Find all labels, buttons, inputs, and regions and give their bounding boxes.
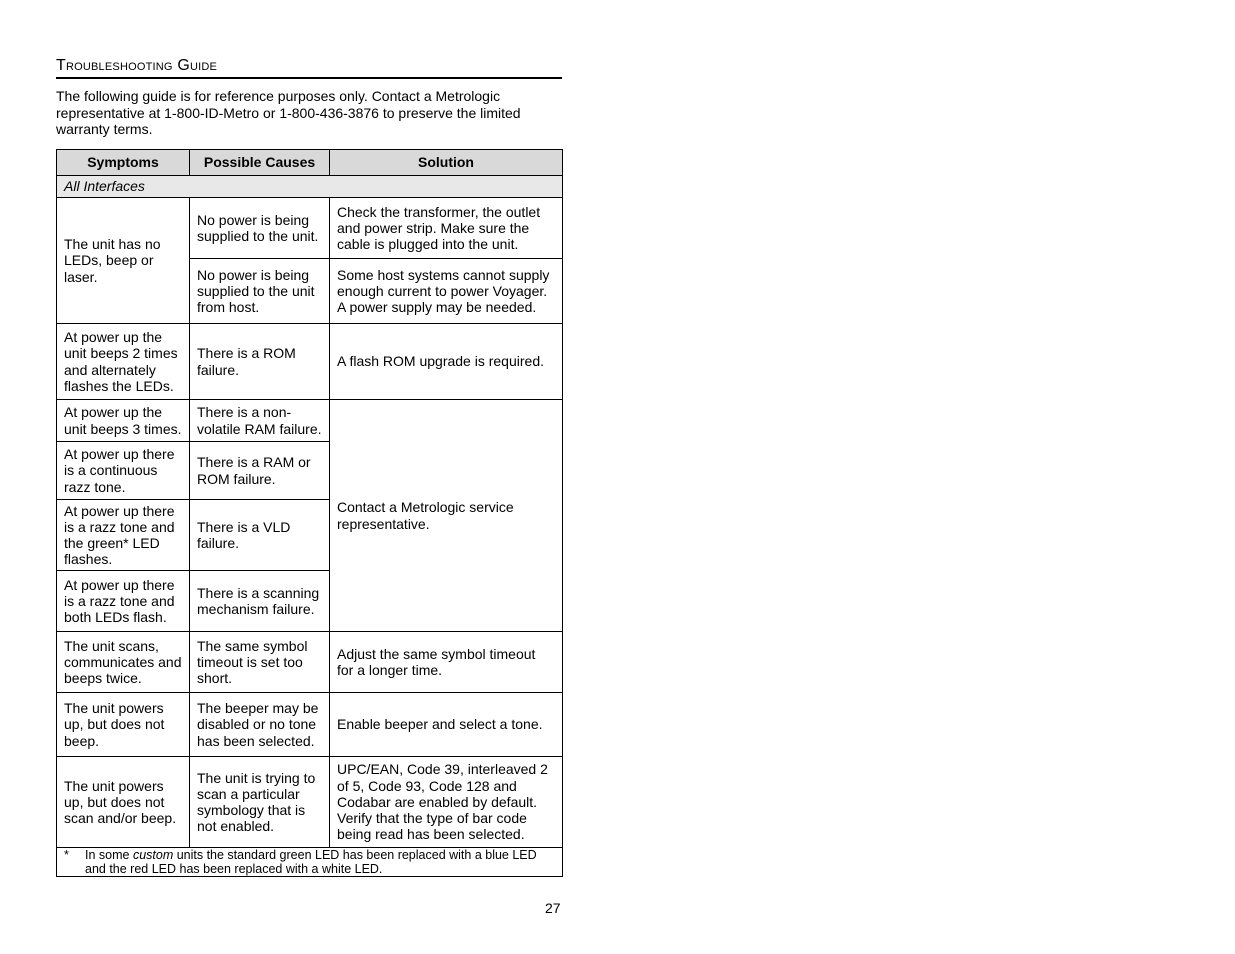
solution-cell: Enable beeper and select a tone.	[330, 693, 563, 757]
table-row	[57, 693, 563, 757]
symptom-cell: The unit scans, communicates and beeps twice.	[57, 632, 190, 693]
solution-cell: Some host systems cannot supply enough current to power Voyager. A power supply may be needed.	[330, 259, 563, 324]
intro-paragraph: The following guide is for reference purposes only. Contact a Metrologic representative at 1-800-ID-Metro or 1-800-436-3876 to preserve the limited warranty terms.	[56, 88, 521, 137]
footnote-text-before: In some	[85, 848, 133, 862]
table-row	[57, 757, 563, 848]
symptom-cell: At power up there is a razz tone and the green* LED flashes.	[57, 500, 190, 571]
table-row	[57, 632, 563, 693]
column-header-solution: Solution	[330, 150, 563, 176]
solution-cell: Adjust the same symbol timeout for a longer time.	[330, 632, 563, 693]
column-header-symptoms: Symptoms	[57, 150, 190, 176]
page-number: 27	[545, 900, 561, 916]
cause-cell: There is a RAM or ROM failure.	[190, 442, 330, 500]
group-label: All Interfaces	[57, 176, 563, 198]
footnote-text	[85, 848, 540, 876]
cause-cell: No power is being supplied to the unit from host.	[190, 259, 330, 324]
page-title: Troubleshooting Guide	[56, 56, 562, 79]
symptom-cell: At power up the unit beeps 2 times and alternately flashes the LEDs.	[57, 324, 190, 400]
cause-cell: There is a non-volatile RAM failure.	[190, 400, 330, 442]
cause-cell: There is a scanning mechanism failure.	[190, 571, 330, 632]
footnote-emphasis: custom	[132, 848, 174, 862]
cause-cell: There is a ROM failure.	[190, 324, 330, 400]
solution-cell: A flash ROM upgrade is required.	[330, 324, 563, 400]
symptom-cell: At power up the unit beeps 3 times.	[57, 400, 190, 442]
table-header-row	[57, 150, 563, 176]
troubleshooting-page	[56, 56, 562, 876]
symptom-cell: The unit powers up, but does not scan and/or beep.	[57, 757, 190, 848]
cause-cell: The beeper may be disabled or no tone has been selected.	[190, 693, 330, 757]
cause-cell: The unit is trying to scan a particular symbology that is not enabled.	[190, 757, 330, 848]
solution-cell: Check the transformer, the outlet and power strip. Make sure the cable is plugged into the unit.	[330, 198, 563, 259]
cause-cell: No power is being supplied to the unit.	[190, 198, 330, 259]
cause-cell: The same symbol timeout is set too short.	[190, 632, 330, 693]
symptom-cell: The unit has no LEDs, beep or laser.	[57, 198, 190, 324]
symptom-cell: The unit powers up, but does not beep.	[57, 693, 190, 757]
footnote-cell	[57, 848, 563, 877]
table-row	[57, 400, 563, 442]
footnote-marker: *	[64, 848, 69, 862]
symptom-cell: At power up there is a continuous razz tone.	[57, 442, 190, 500]
footnote-row	[57, 848, 563, 877]
footnote-text-after: units the standard green LED has been replaced with a blue LED and the red LED has been replaced with a white LED.	[85, 848, 537, 876]
table-row	[57, 198, 563, 259]
symptom-cell: At power up there is a razz tone and both LEDs flash.	[57, 571, 190, 632]
column-header-causes: Possible Causes	[190, 150, 330, 176]
troubleshooting-table	[56, 149, 563, 877]
solution-cell: Contact a Metrologic service representative.	[330, 400, 563, 632]
solution-cell: UPC/EAN, Code 39, interleaved 2 of 5, Code 93, Code 128 and Codabar are enabled by default. Verify that the type of bar code being read has been selected.	[330, 757, 563, 848]
cause-cell: There is a VLD failure.	[190, 500, 330, 571]
group-row	[57, 176, 563, 198]
table-row	[57, 324, 563, 400]
